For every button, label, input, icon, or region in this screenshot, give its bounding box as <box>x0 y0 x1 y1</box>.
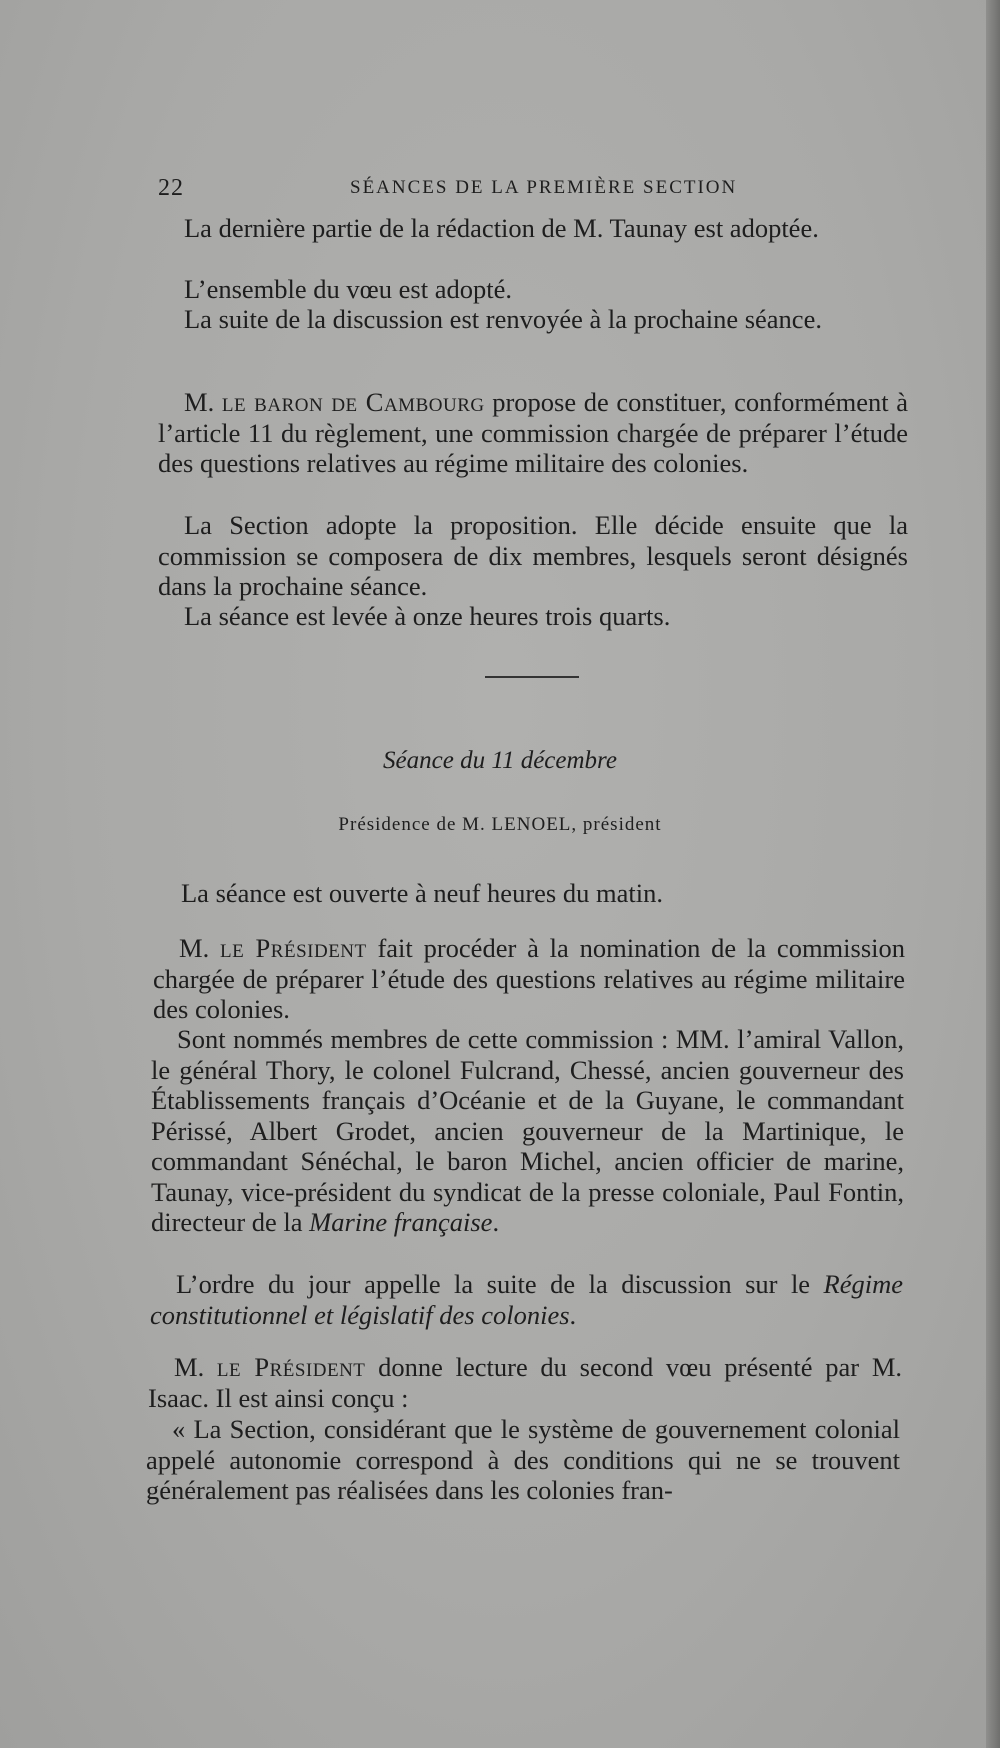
reading-text: donne lecture du second vœu présenté par M. Isaac. Il est ainsi conçu : <box>148 1352 903 1413</box>
running-title: SÉANCES DE LA PREMIÈRE SECTION <box>350 177 738 198</box>
speaker-name: le Président <box>216 1352 366 1382</box>
paragraph-meeting-closed: La séance est levée à onze heures trois quarts. <box>184 601 671 631</box>
presidency-line: Présidence de M. LENOEL, président <box>338 814 662 835</box>
paragraph-whole-vow: L’ensemble du vœu est adopté. <box>184 274 512 304</box>
speaker-name: le baron de Cambourg <box>221 387 485 417</box>
speaker-prefix: M. <box>179 933 210 963</box>
speaker-prefix: M. <box>184 387 215 417</box>
journal-title: Marine française <box>309 1207 493 1237</box>
section-divider <box>485 676 579 678</box>
order-text: L’ordre du jour appelle la suite de la discussion sur le <box>176 1269 811 1299</box>
topic-title: Régime constitutionnel et législatif des colonies <box>150 1269 904 1330</box>
paragraph-reading <box>148 1352 902 1413</box>
paragraph-cambourg-proposal <box>158 387 908 479</box>
speaker-prefix: M. <box>174 1352 205 1382</box>
paragraph-adoption: La dernière partie de la rédaction de M. Taunay est adoptée. <box>184 213 819 243</box>
paragraph-order-of-day <box>150 1269 903 1330</box>
proposal-text: propose de constituer, conformément à l’article 11 du règlement, une commission chargée de préparer l’étude des questions relatives au régime militaire des colonies. <box>158 387 909 478</box>
paragraph-members <box>151 1024 904 1238</box>
nomination-text: fait procéder à la nomination de la commission chargée de préparer l’étude des questions relatives au régime militaire des colonies. <box>153 933 906 1024</box>
speaker-name: le Président <box>220 933 367 963</box>
members-text: Sont nommés membres de cette commission : MM. l’amiral Vallon, le général Thory, le colonel Fulcrand, Chessé, ancien gouverneur des Établissements français d’Océanie et de la Guyane, le commandant Périssé, Albert Grodet, ancien gouverneur de la Martinique, le commandant Sénéchal, le baron Michel, ancien officier de marine, Taunay, vice-président du syndicat de la presse coloniale, Paul Fontin, directeur de la <box>151 1024 904 1237</box>
members-end: . <box>492 1207 500 1237</box>
order-end: . <box>569 1299 577 1330</box>
paragraph-opening: La séance est ouverte à neuf heures du matin. <box>181 878 663 908</box>
page-number: 22 <box>158 175 184 201</box>
paragraph-nomination <box>153 933 905 1025</box>
page-edge <box>986 0 1000 1748</box>
paragraph-quoted-vow: « La Section, considérant que le système de gouvernement colonial appelé autonomie correspond à des conditions qui ne se trouvent généralement pas réalisées dans les colonies fran- <box>146 1414 900 1505</box>
paragraph-postponed: La suite de la discussion est renvoyée à la prochaine séance. <box>184 304 822 334</box>
paragraph-section-adopts: La Section adopte la proposition. Elle décide ensuite que la commission se composera de dix membres, lesquels seront désignés dans la prochaine séance. <box>158 510 908 601</box>
session-heading: Séance du 11 décembre <box>383 747 617 774</box>
running-head <box>158 175 910 205</box>
